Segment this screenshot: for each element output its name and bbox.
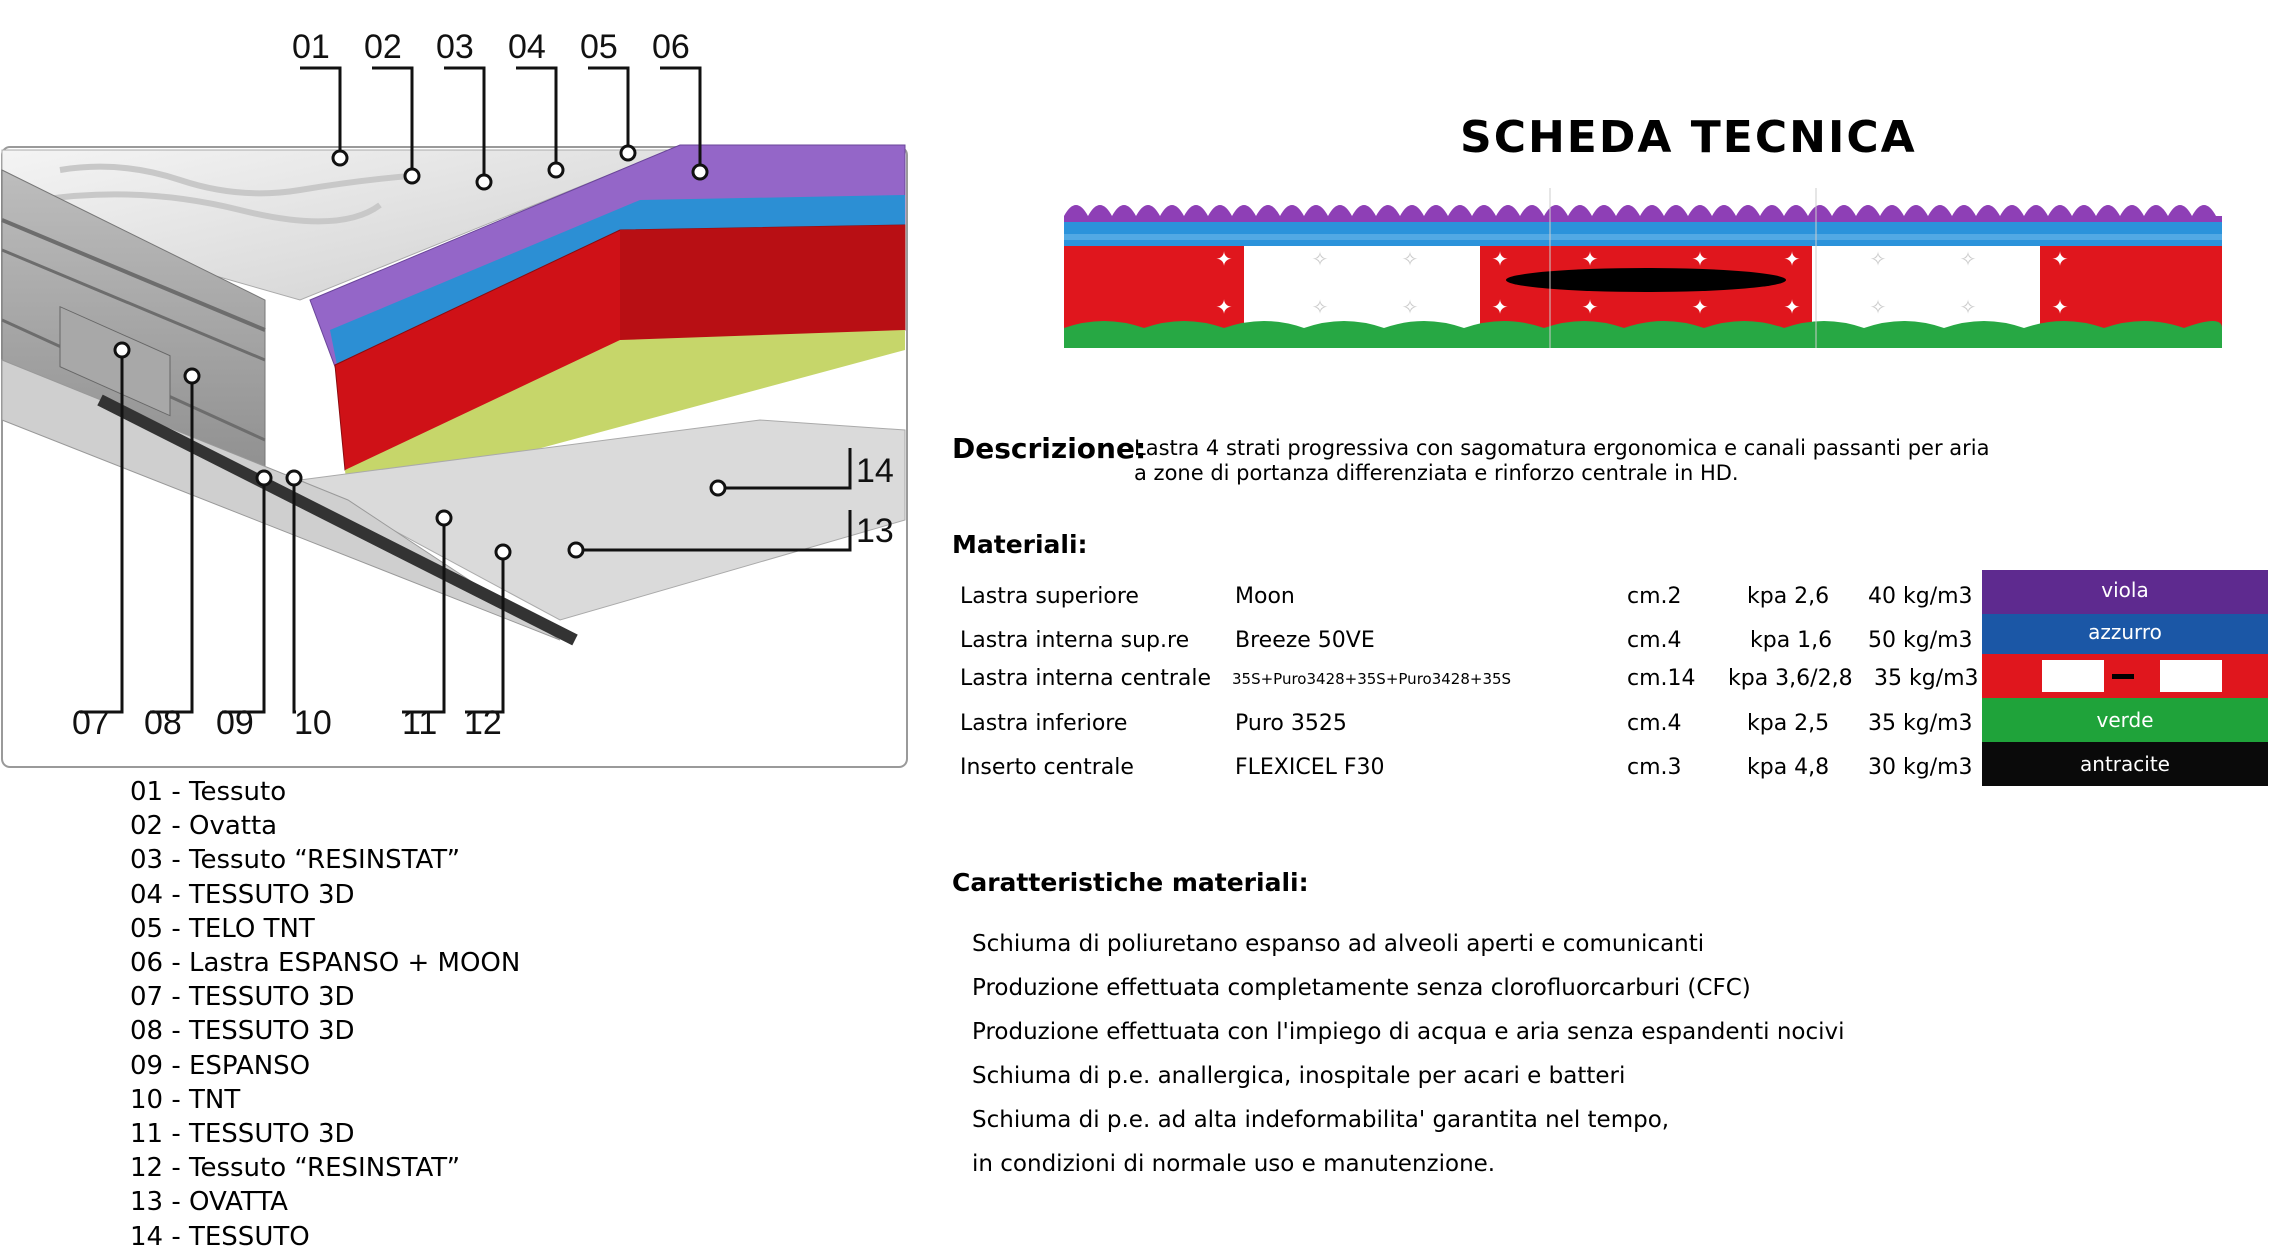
svg-text:✦: ✦ [1491, 295, 1509, 319]
svg-text:✦: ✦ [2051, 247, 2069, 271]
layer-cross-section-diagram [1060, 188, 2222, 348]
svg-text:✧: ✧ [1959, 295, 1977, 319]
callout-02: 02 [364, 28, 402, 66]
characteristic-item: Produzione effettuata completamente senza clorofluorcarburi (CFC) [972, 975, 1751, 1001]
characteristic-item: Schiuma di p.e. ad alta indeformabilita' garantita nel tempo, [972, 1107, 1670, 1133]
callout-11: 11 [402, 704, 438, 742]
callout-09: 09 [216, 704, 254, 742]
legend-item: 13 - OVATTA [130, 1187, 288, 1218]
material-density: 35 kg/m3 [1874, 666, 1979, 691]
material-product: 35S+Puro3428+35S+Puro3428+35S [1232, 670, 1512, 688]
legend-item: 01 - Tessuto [130, 777, 287, 807]
svg-text:✧: ✧ [1311, 247, 1329, 271]
material-kpa: kpa 4,8 [1747, 755, 1830, 780]
characteristic-item: Schiuma di p.e. anallergica, inospitale per acari e batteri [972, 1063, 1626, 1089]
svg-text:✧: ✧ [1401, 247, 1419, 271]
callout-13: 13 [856, 512, 894, 550]
material-thickness: cm.2 [1627, 584, 1682, 609]
characteristic-item: Produzione effettuata con l'impiego di acqua e aria senza espandenti nocivi [972, 1019, 1845, 1045]
legend-item: 06 - Lastra ESPANSO + MOON [130, 948, 521, 979]
material-kpa: kpa 3,6/2,8 [1728, 666, 1853, 691]
material-density: 50 kg/m3 [1868, 628, 1973, 653]
material-row [960, 578, 1980, 618]
legend-item: 07 - TESSUTO 3D [130, 982, 355, 1013]
material-density: 35 kg/m3 [1868, 711, 1973, 736]
legend-item: 11 - TESSUTO 3D [130, 1119, 355, 1150]
mattress-cutaway-illustration [0, 0, 910, 770]
material-product: FLEXICEL F30 [1235, 755, 1385, 780]
material-thickness: cm.4 [1627, 711, 1682, 736]
material-name: Lastra inferiore [960, 711, 1128, 736]
legend-item: 09 - ESPANSO [130, 1050, 311, 1081]
legend-item: 05 - TELO TNT [130, 913, 315, 944]
material-kpa: kpa 2,5 [1747, 711, 1830, 736]
description-label: Descrizione: [952, 432, 1147, 465]
svg-text:✦: ✦ [2051, 295, 2069, 319]
svg-text:✧: ✧ [1959, 247, 1977, 271]
characteristic-item: Schiuma di poliuretano espanso ad alveoli aperti e comunicanti [972, 931, 1705, 957]
callout-14: 14 [856, 452, 894, 490]
material-row [960, 660, 1980, 700]
svg-text:✦: ✦ [1691, 247, 1709, 271]
legend-item: 03 - Tessuto “RESINSTAT” [130, 845, 461, 876]
material-product: Puro 3525 [1235, 711, 1347, 736]
material-kpa: kpa 1,6 [1750, 628, 1833, 653]
svg-text:✧: ✧ [1401, 295, 1419, 319]
legend-item: 12 - Tessuto “RESINSTAT” [130, 1153, 461, 1184]
material-name: Lastra interna sup.re [960, 628, 1190, 653]
legend-item: 04 - TESSUTO 3D [130, 879, 355, 910]
material-name: Lastra superiore [960, 584, 1139, 609]
material-density: 30 kg/m3 [1868, 755, 1973, 780]
color-swatch-azzurro: azzurro [1982, 614, 2268, 654]
svg-text:✦: ✦ [1783, 247, 1801, 271]
material-row [960, 622, 1980, 662]
svg-text:✦: ✦ [1491, 247, 1509, 271]
description-text [1134, 436, 1989, 486]
material-name: Inserto centrale [960, 755, 1134, 780]
legend-item: 14 - TESSUTO [130, 1221, 310, 1252]
component-legend [130, 775, 520, 1254]
characteristic-item: in condizioni di normale uso e manutenzione. [972, 1151, 1496, 1177]
material-row [960, 749, 1980, 789]
description-line-2: a zone di portanza differenziata e rinforzo centrale in HD. [1134, 461, 1739, 485]
color-swatch-antracite: antracite [1982, 742, 2268, 786]
material-density: 40 kg/m3 [1868, 584, 1973, 609]
svg-text:✧: ✧ [1311, 295, 1329, 319]
characteristics-label: Caratteristiche materiali: [952, 868, 1309, 897]
material-kpa: kpa 2,6 [1747, 584, 1830, 609]
material-row [960, 705, 1980, 745]
material-thickness: cm.3 [1627, 755, 1682, 780]
material-product: Breeze 50VE [1235, 628, 1375, 653]
legend-item: 08 - TESSUTO 3D [130, 1016, 355, 1047]
svg-text:✦: ✦ [1215, 295, 1233, 319]
svg-text:✦: ✦ [1215, 247, 1233, 271]
svg-text:✦: ✦ [1581, 295, 1599, 319]
material-thickness: cm.4 [1627, 628, 1682, 653]
material-product: Moon [1235, 584, 1295, 609]
svg-text:✦: ✦ [1581, 247, 1599, 271]
color-swatch-red [1982, 654, 2268, 698]
callout-12: 12 [464, 704, 502, 742]
svg-text:✧: ✧ [1869, 295, 1887, 319]
materials-label: Materiali: [952, 530, 1088, 559]
svg-text:✧: ✧ [1869, 247, 1887, 271]
description-line-1: Lastra 4 strati progressiva con sagomatura ergonomica e canali passanti per aria [1134, 436, 1990, 460]
callout-05: 05 [580, 28, 618, 66]
legend-item: 02 - Ovatta [130, 811, 278, 842]
svg-text:✦: ✦ [1691, 295, 1709, 319]
callout-03: 03 [436, 28, 474, 66]
legend-item: 10 - TNT [130, 1084, 241, 1115]
callout-01: 01 [292, 28, 330, 66]
page-title: SCHEDA TECNICA [1460, 112, 1917, 163]
color-swatch-viola: viola [1982, 570, 2268, 614]
material-thickness: cm.14 [1627, 666, 1696, 691]
callout-06: 06 [652, 28, 690, 66]
callout-04: 04 [508, 28, 546, 66]
callout-10: 10 [294, 704, 332, 742]
callout-07: 07 [72, 704, 110, 742]
material-name: Lastra interna centrale [960, 666, 1212, 691]
svg-text:✦: ✦ [1783, 295, 1801, 319]
color-swatch-verde: verde [1982, 698, 2268, 742]
callout-08: 08 [144, 704, 182, 742]
